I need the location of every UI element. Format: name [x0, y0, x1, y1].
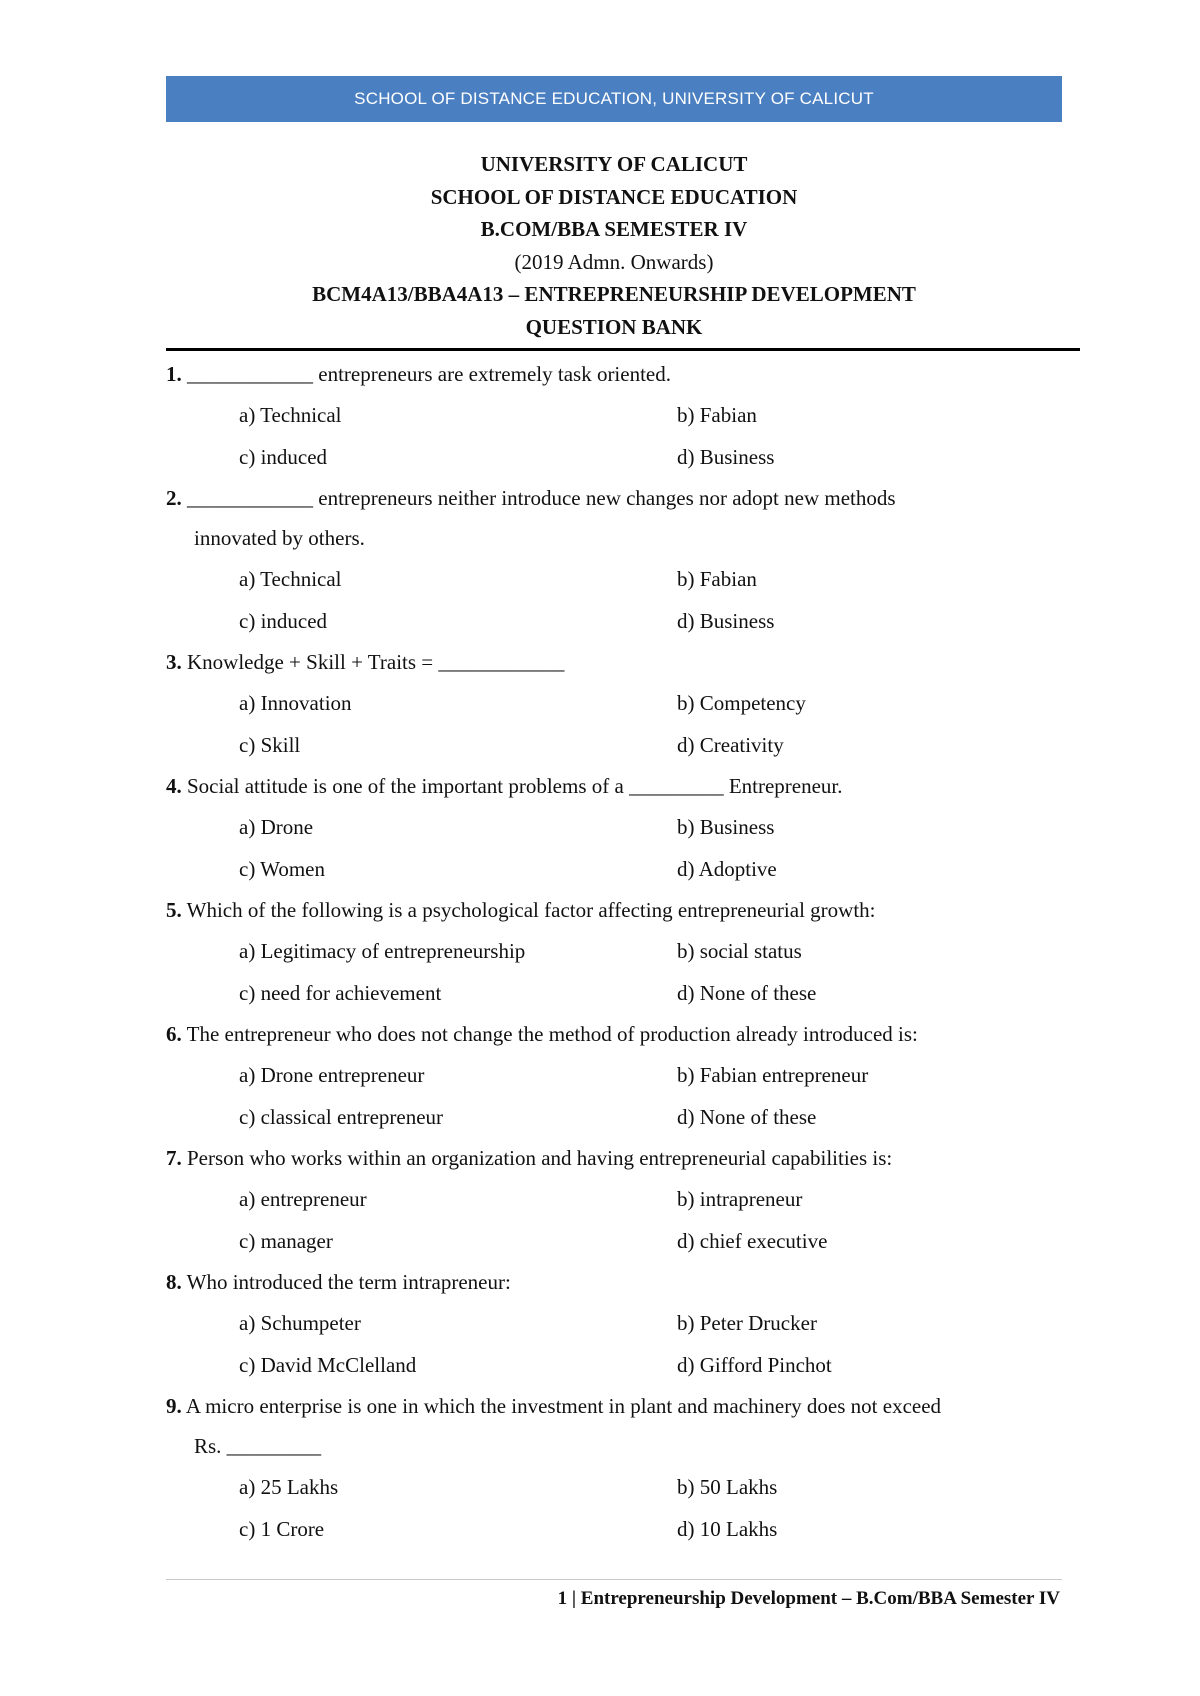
- option-b: b) Competency: [677, 691, 806, 715]
- question-number: 6.: [166, 1022, 182, 1046]
- university-title: UNIVERSITY OF CALICUT: [480, 152, 748, 176]
- option-b: b) social status: [677, 939, 802, 963]
- option-c: c) David McClelland: [239, 1353, 417, 1377]
- title-block: [166, 148, 1062, 343]
- course-title: B.COM/BBA SEMESTER IV: [480, 217, 748, 241]
- option-a: a) Legitimacy of entrepreneurship: [239, 939, 526, 963]
- option-a: a) Innovation: [239, 691, 352, 715]
- question-bank-title: QUESTION BANK: [525, 314, 703, 339]
- question-stem: [166, 1138, 1062, 1178]
- question-number: 4.: [166, 774, 182, 798]
- option-b: b) Fabian: [677, 403, 757, 427]
- question-stem: [166, 354, 1062, 394]
- option-c: c) 1 Crore: [239, 1517, 325, 1541]
- question-stem: [166, 766, 1062, 806]
- subject-title: BCM4A13/BBA4A13 – ENTREPRENEURSHIP DEVELOPMENT: [312, 282, 916, 306]
- option-d: d) Business: [677, 445, 775, 469]
- option-a: a) Drone: [239, 815, 314, 839]
- question-text: Person who works within an organization and having entrepreneurial capabilities is:: [187, 1146, 893, 1170]
- school-title: SCHOOL OF DISTANCE EDUCATION: [430, 184, 798, 209]
- page-footer: 1 | Entrepreneurship Development – B.Com/BBA Semester IV: [557, 1588, 1060, 1609]
- question-number: 5.: [166, 898, 182, 922]
- question-text: ____________ entrepreneurs neither introduce new changes nor adopt new methods: [187, 486, 896, 510]
- option-b: b) Fabian: [677, 567, 757, 591]
- option-b: b) 50 Lakhs: [677, 1475, 778, 1499]
- question-number: 3.: [166, 650, 182, 674]
- option-d: d) Gifford Pinchot: [677, 1353, 832, 1377]
- option-d: d) Business: [677, 609, 775, 633]
- question-number: 7.: [166, 1146, 182, 1170]
- question-text-continued: Rs. _________: [194, 1434, 322, 1458]
- question-text: The entrepreneur who does not change the method of production already introduced is:: [186, 1022, 918, 1046]
- option-d: d) 10 Lakhs: [677, 1517, 778, 1541]
- option-b: b) Peter Drucker: [677, 1311, 817, 1335]
- option-c: c) classical entrepreneur: [239, 1105, 444, 1129]
- options: [166, 1178, 1062, 1262]
- question-text: Social attitude is one of the important problems of a _________ Entrepreneur.: [187, 774, 843, 798]
- option-a: a) Technical: [239, 403, 342, 427]
- question-text: Knowledge + Skill + Traits = ____________: [187, 650, 565, 674]
- question-number: 9.: [166, 1394, 182, 1418]
- option-d: d) Adoptive: [677, 857, 777, 881]
- options: [166, 682, 1062, 766]
- options: [166, 1466, 1062, 1550]
- title-divider: [166, 348, 1080, 351]
- header-banner: SCHOOL OF DISTANCE EDUCATION, UNIVERSITY OF CALICUT: [166, 76, 1062, 122]
- question-stem: [166, 1014, 1062, 1054]
- option-c: c) Skill: [239, 733, 301, 757]
- options: [166, 930, 1062, 1014]
- question-text: A micro enterprise is one in which the investment in plant and machinery does not exceed: [185, 1394, 942, 1418]
- footer-divider: [166, 1579, 1062, 1580]
- option-b: b) intrapreneur: [677, 1187, 803, 1211]
- question-text: ____________ entrepreneurs are extremely task oriented.: [187, 362, 671, 386]
- option-d: d) chief executive: [677, 1229, 828, 1253]
- option-d: d) None of these: [677, 981, 817, 1005]
- question-stem: [166, 890, 1062, 930]
- option-d: d) None of these: [677, 1105, 817, 1129]
- question-number: 8.: [166, 1270, 182, 1294]
- question-number: 2.: [166, 486, 182, 510]
- question-stem: [166, 642, 1062, 682]
- option-a: a) entrepreneur: [239, 1187, 367, 1211]
- option-b: b) Business: [677, 815, 775, 839]
- options: [166, 1302, 1062, 1386]
- question-number: 1.: [166, 362, 182, 386]
- option-c: c) need for achievement: [239, 981, 442, 1005]
- option-c: c) manager: [239, 1229, 333, 1253]
- options: [166, 558, 1062, 642]
- option-a: a) Technical: [239, 567, 342, 591]
- option-a: a) 25 Lakhs: [239, 1475, 339, 1499]
- options: [166, 394, 1062, 478]
- question-list: [166, 354, 1062, 1550]
- option-d: d) Creativity: [677, 733, 784, 757]
- option-b: b) Fabian entrepreneur: [677, 1063, 869, 1087]
- options: [166, 806, 1062, 890]
- question-text-continued: innovated by others.: [194, 526, 365, 550]
- question-stem: [166, 1262, 1062, 1302]
- question-stem: [166, 1386, 1062, 1466]
- option-c: c) Women: [239, 857, 325, 881]
- admission-note: (2019 Admn. Onwards): [514, 249, 714, 274]
- question-text: Who introduced the term intrapreneur:: [186, 1270, 511, 1294]
- question-text: Which of the following is a psychological factor affecting entrepreneurial growth:: [186, 898, 876, 922]
- option-c: c) induced: [239, 445, 328, 469]
- option-c: c) induced: [239, 609, 328, 633]
- question-stem: [166, 478, 1062, 558]
- options: [166, 1054, 1062, 1138]
- option-a: a) Drone entrepreneur: [239, 1063, 425, 1087]
- option-a: a) Schumpeter: [239, 1311, 361, 1335]
